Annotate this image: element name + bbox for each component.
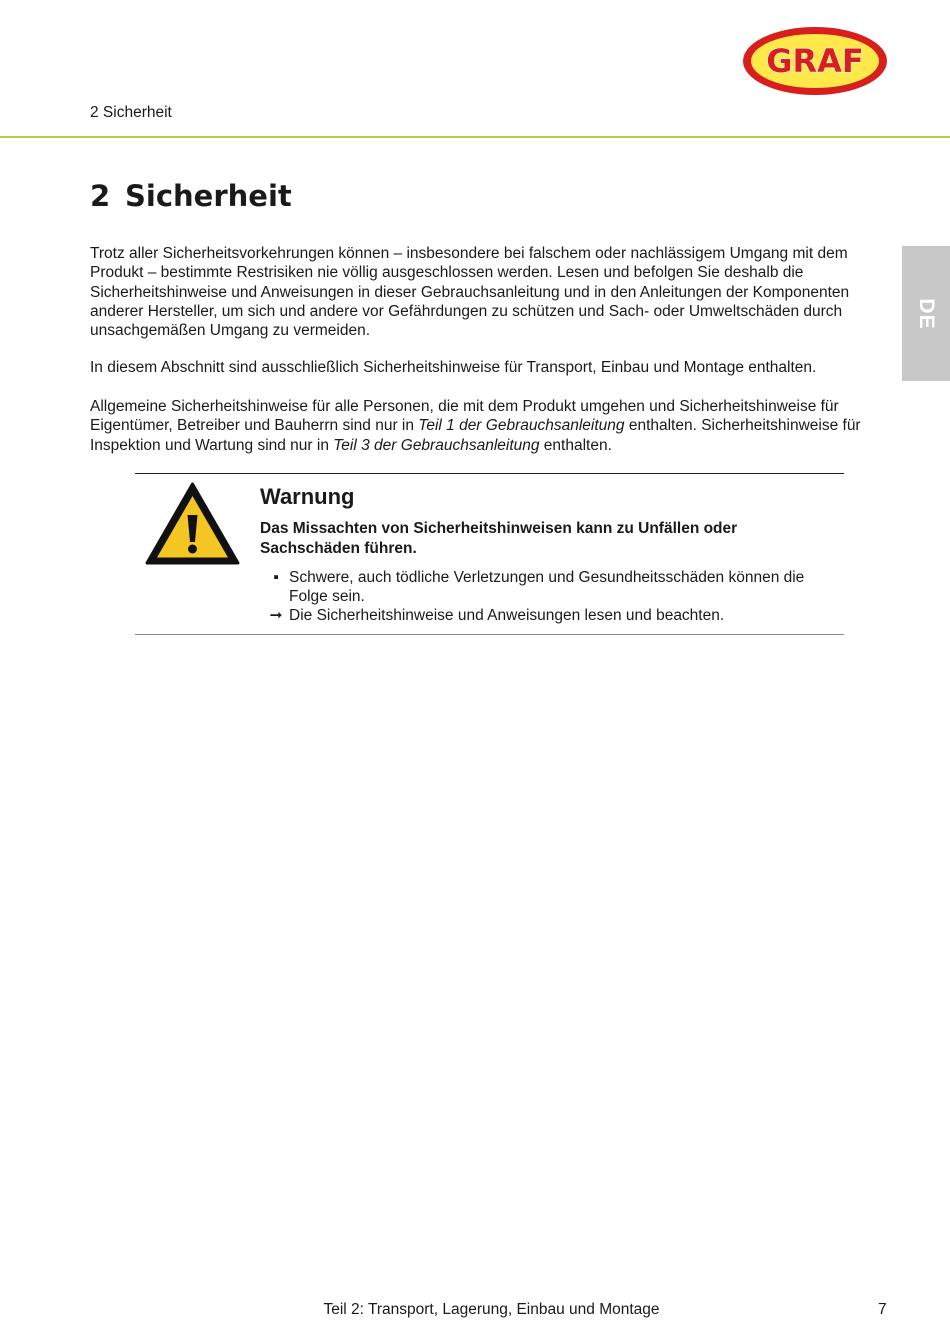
reference-text-3: enthalten. xyxy=(539,436,612,454)
warning-action-item xyxy=(269,606,829,625)
reference-text-1: Allgemeine Sicherheitshinweise für alle Personen, die mit dem Produkt umgehen und Sicherheitshinweise für Eigentümer, Betreiber und Bauherrn sind nur in xyxy=(90,398,839,435)
page-number: 7 xyxy=(878,1301,887,1318)
reference-paragraph xyxy=(90,397,882,455)
reference-text-2: enthalten. Sicherheitshinweise für Inspektion und Wartung sind nur in xyxy=(90,417,861,454)
reference-part-1: Teil 1 der Gebrauchsanleitung xyxy=(418,417,625,435)
arrow-right-icon: ➞ xyxy=(269,607,283,624)
warning-title: Warnung xyxy=(260,484,355,509)
reference-part-3: Teil 3 der Gebrauchsanleitung xyxy=(333,436,540,454)
language-tab-label: DE xyxy=(915,297,938,330)
intro-paragraph: Trotz aller Sicherheitsvorkehrungen können – insbesondere bei falschem oder nachlässigem Umgang mit dem Produkt – bestimmte Restrisiken nie völlig ausgeschlossen werden. Lesen und befolgen Sie deshalb die Sicherheitshinweise und Anweisungen in dieser Gebrauchsanleitung und in den Anleitungen der Komponenten anderer Hersteller, um sich und andere vor Gefährdungen zu schützen und Sach- oder Umweltschäden durch unsachgemäßen Umgang zu vermeiden. xyxy=(90,245,850,340)
warning-action-text: Die Sicherheitshinweise und Anweisungen lesen und beachten. xyxy=(289,607,725,624)
logo-text: GRAF xyxy=(766,42,864,80)
chapter-heading xyxy=(90,176,292,216)
warning-bottom-rule xyxy=(135,634,844,635)
language-tab xyxy=(902,246,950,381)
chapter-title: Sicherheit xyxy=(125,179,292,213)
warning-consequence-text: Schwere, auch tödliche Verletzungen und Gesundheitsschäden können die Folge sein. xyxy=(289,569,805,605)
running-head: 2 Sicherheit xyxy=(90,104,172,121)
warning-triangle-icon xyxy=(145,482,240,566)
warning-lead: Das Missachten von Sicherheitshinweisen kann zu Unfällen oder Sachschäden führen. xyxy=(260,520,738,557)
graf-logo xyxy=(742,26,888,96)
chapter-number: 2 xyxy=(90,179,111,213)
footer-document-title: Teil 2: Transport, Lagerung, Einbau und Montage xyxy=(323,1301,660,1318)
warning-consequence-item xyxy=(273,568,829,606)
scope-paragraph: In diesem Abschnitt sind ausschließlich Sicherheitshinweise für Transport, Einbau und Montage enthalten. xyxy=(90,359,817,376)
warning-top-rule xyxy=(135,473,844,474)
bullet-square-icon: ▪ xyxy=(273,569,279,586)
header-divider xyxy=(0,136,950,138)
